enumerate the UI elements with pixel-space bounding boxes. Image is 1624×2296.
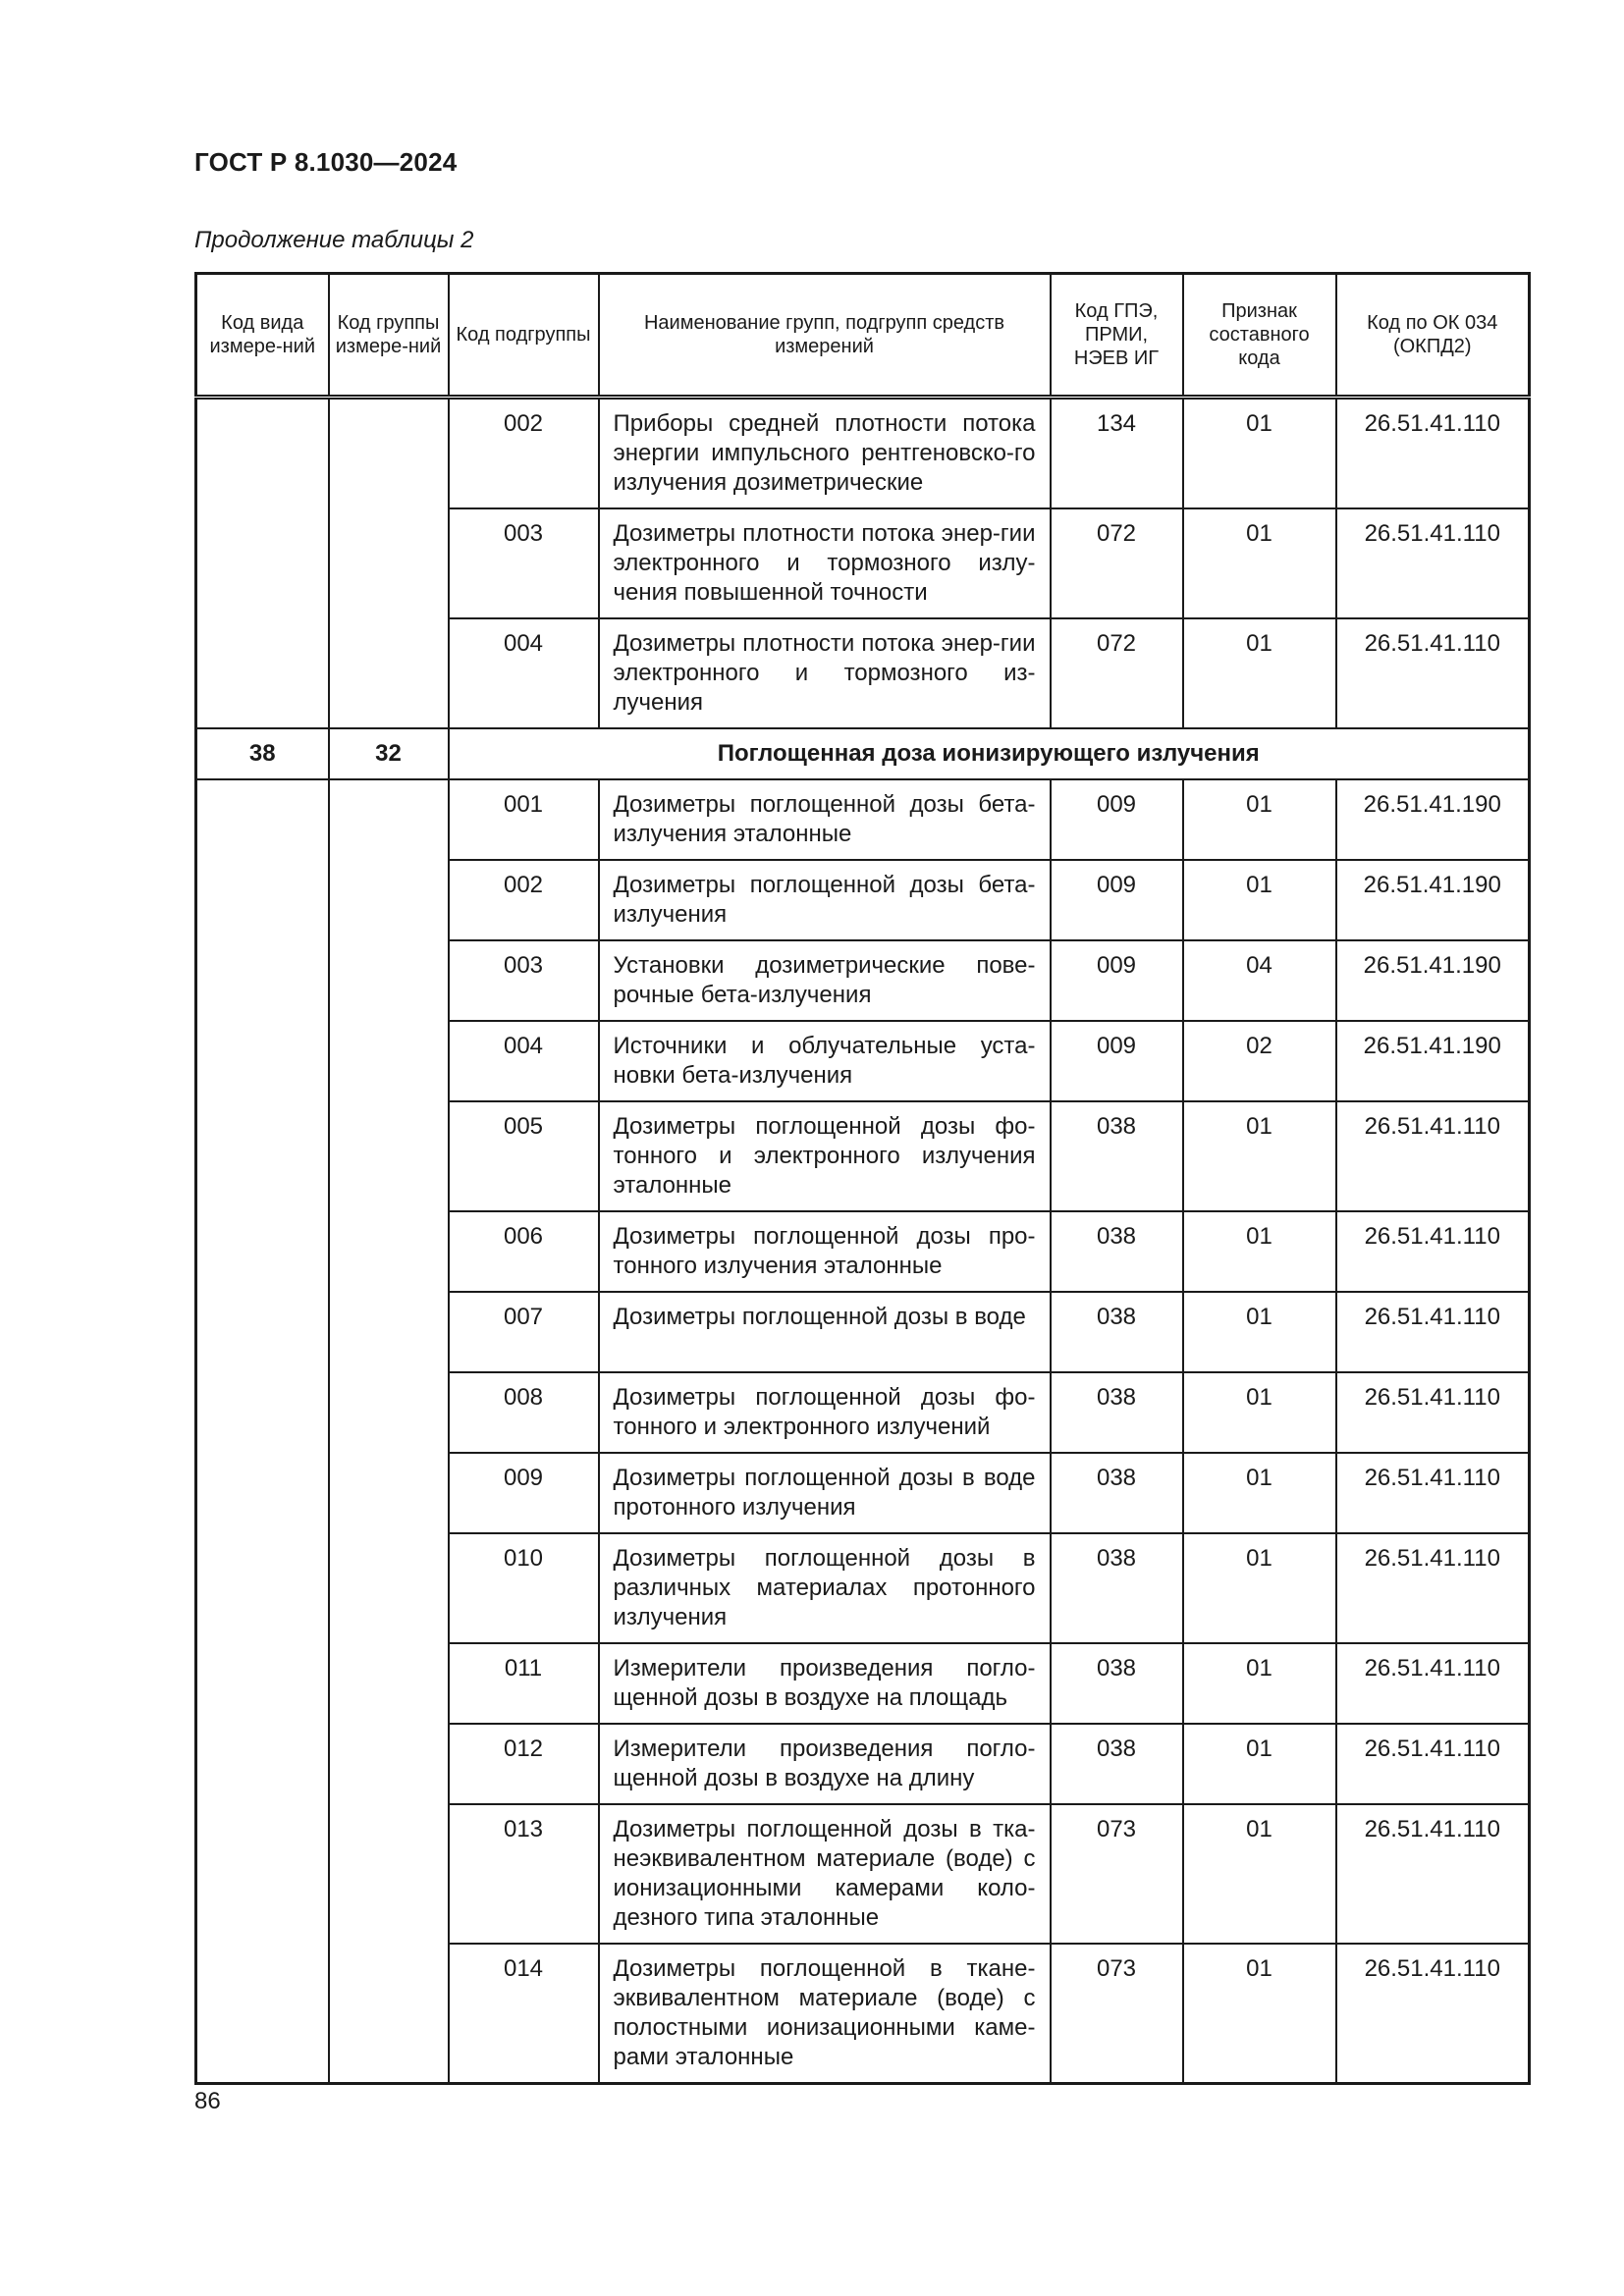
header-group-code: Код группы измере-ний (329, 274, 449, 398)
section-group-code: 32 (329, 728, 449, 779)
composite-flag: 01 (1183, 1724, 1336, 1804)
okpd-code: 26.51.41.190 (1336, 860, 1530, 940)
subgroup-name: Измерители произведения погло-щенной дозы в воздухе на площадь (599, 1643, 1051, 1724)
group-cell-empty (329, 779, 449, 2084)
header-subgroup-code: Код подгруппы (449, 274, 599, 398)
composite-flag: 01 (1183, 398, 1336, 509)
section-title: Поглощенная доза ионизирующего излучения (449, 728, 1530, 779)
composite-flag: 01 (1183, 779, 1336, 860)
gpe-code: 072 (1051, 508, 1183, 618)
subgroup-name: Дозиметры поглощенной дозы в воде протонного излучения (599, 1453, 1051, 1533)
codes-table (194, 272, 1531, 2085)
subgroup-code: 013 (449, 1804, 599, 1944)
okpd-code: 26.51.41.110 (1336, 1533, 1530, 1643)
subgroup-code: 006 (449, 1211, 599, 1292)
okpd-code: 26.51.41.110 (1336, 1292, 1530, 1372)
okpd-code: 26.51.41.110 (1336, 1101, 1530, 1211)
composite-flag: 01 (1183, 1101, 1336, 1211)
gpe-code: 009 (1051, 940, 1183, 1021)
subgroup-name: Дозиметры поглощенной дозы бета-излучения эталонные (599, 779, 1051, 860)
subgroup-name: Дозиметры поглощенной дозы в тка-неэквивалентном материале (воде) с ионизационными камерами коло-дезного типа эталонные (599, 1804, 1051, 1944)
table-row (196, 398, 1530, 509)
subgroup-name: Дозиметры поглощенной дозы бета-излучения (599, 860, 1051, 940)
gpe-code: 038 (1051, 1643, 1183, 1724)
okpd-code: 26.51.41.110 (1336, 1372, 1530, 1453)
subgroup-name: Дозиметры поглощенной дозы в воде (599, 1292, 1051, 1372)
header-name: Наименование групп, подгрупп средств измерений (599, 274, 1051, 398)
vid-cell-empty (196, 398, 329, 729)
subgroup-code: 010 (449, 1533, 599, 1643)
subgroup-code: 004 (449, 1021, 599, 1101)
standard-title: ГОСТ Р 8.1030—2024 (194, 147, 458, 177)
gpe-code: 038 (1051, 1101, 1183, 1211)
section-row (196, 728, 1530, 779)
gpe-code: 038 (1051, 1372, 1183, 1453)
gpe-code: 038 (1051, 1533, 1183, 1643)
subgroup-code: 012 (449, 1724, 599, 1804)
gpe-code: 038 (1051, 1211, 1183, 1292)
okpd-code: 26.51.41.110 (1336, 1643, 1530, 1724)
section-vid-code: 38 (196, 728, 329, 779)
subgroup-code: 007 (449, 1292, 599, 1372)
gpe-code: 009 (1051, 779, 1183, 860)
composite-flag: 01 (1183, 1292, 1336, 1372)
okpd-code: 26.51.41.110 (1336, 1804, 1530, 1944)
subgroup-name: Дозиметры плотности потока энер-гии электронного и тормозного из-лучения (599, 618, 1051, 728)
header-vid-code: Код вида измере-ний (196, 274, 329, 398)
composite-flag: 01 (1183, 1944, 1336, 2084)
gpe-code: 072 (1051, 618, 1183, 728)
subgroup-name: Установки дозиметрические пове-рочные бета-излучения (599, 940, 1051, 1021)
subgroup-code: 003 (449, 508, 599, 618)
composite-flag: 01 (1183, 1453, 1336, 1533)
subgroup-name: Измерители произведения погло-щенной дозы в воздухе на длину (599, 1724, 1051, 1804)
header-okpd-code: Код по ОК 034 (ОКПД2) (1336, 274, 1530, 398)
composite-flag: 01 (1183, 1533, 1336, 1643)
group-cell-empty (329, 398, 449, 729)
okpd-code: 26.51.41.110 (1336, 1724, 1530, 1804)
okpd-code: 26.51.41.110 (1336, 1453, 1530, 1533)
composite-flag: 01 (1183, 1372, 1336, 1453)
okpd-code: 26.51.41.110 (1336, 618, 1530, 728)
subgroup-code: 008 (449, 1372, 599, 1453)
composite-flag: 01 (1183, 1211, 1336, 1292)
okpd-code: 26.51.41.110 (1336, 1944, 1530, 2084)
composite-flag: 01 (1183, 1643, 1336, 1724)
composite-flag: 01 (1183, 1804, 1336, 1944)
subgroup-name: Дозиметры плотности потока энер-гии электронного и тормозного излу-чения повышенной точности (599, 508, 1051, 618)
okpd-code: 26.51.41.190 (1336, 940, 1530, 1021)
gpe-code: 038 (1051, 1453, 1183, 1533)
okpd-code: 26.51.41.110 (1336, 508, 1530, 618)
subgroup-name: Дозиметры поглощенной дозы фо-тонного и электронного излучений (599, 1372, 1051, 1453)
subgroup-name: Приборы средней плотности потока энергии импульсного рентгеновско-го излучения дозиметрические (599, 398, 1051, 509)
subgroup-name: Источники и облучательные уста-новки бета-излучения (599, 1021, 1051, 1101)
subgroup-code: 002 (449, 860, 599, 940)
vid-cell-empty (196, 779, 329, 2084)
gpe-code: 009 (1051, 1021, 1183, 1101)
table-caption: Продолжение таблицы 2 (194, 227, 474, 253)
gpe-code: 009 (1051, 860, 1183, 940)
composite-flag: 01 (1183, 618, 1336, 728)
okpd-code: 26.51.41.190 (1336, 1021, 1530, 1101)
gpe-code: 073 (1051, 1804, 1183, 1944)
subgroup-code: 004 (449, 618, 599, 728)
header-gpe-code: Код ГПЭ, ПРМИ, НЭЕВ ИГ (1051, 274, 1183, 398)
gpe-code: 038 (1051, 1724, 1183, 1804)
okpd-code: 26.51.41.110 (1336, 398, 1530, 509)
subgroup-code: 011 (449, 1643, 599, 1724)
okpd-code: 26.51.41.110 (1336, 1211, 1530, 1292)
subgroup-name: Дозиметры поглощенной дозы в различных материалах протонного излучения (599, 1533, 1051, 1643)
subgroup-code: 002 (449, 398, 599, 509)
composite-flag: 01 (1183, 860, 1336, 940)
subgroup-code: 003 (449, 940, 599, 1021)
okpd-code: 26.51.41.190 (1336, 779, 1530, 860)
subgroup-code: 001 (449, 779, 599, 860)
header-composite-flag: Признак составного кода (1183, 274, 1336, 398)
gpe-code: 073 (1051, 1944, 1183, 2084)
subgroup-code: 005 (449, 1101, 599, 1211)
subgroup-name: Дозиметры поглощенной в ткане-эквивалентном материале (воде) с полостными ионизационными каме-рами эталонные (599, 1944, 1051, 2084)
table-header-row (196, 274, 1530, 398)
page-number: 86 (194, 2088, 221, 2114)
table-row (196, 779, 1530, 860)
gpe-code: 134 (1051, 398, 1183, 509)
subgroup-name: Дозиметры поглощенной дозы фо-тонного и электронного излучения эталонные (599, 1101, 1051, 1211)
composite-flag: 01 (1183, 508, 1336, 618)
gpe-code: 038 (1051, 1292, 1183, 1372)
composite-flag: 02 (1183, 1021, 1336, 1101)
subgroup-code: 009 (449, 1453, 599, 1533)
subgroup-name: Дозиметры поглощенной дозы про-тонного излучения эталонные (599, 1211, 1051, 1292)
subgroup-code: 014 (449, 1944, 599, 2084)
composite-flag: 04 (1183, 940, 1336, 1021)
